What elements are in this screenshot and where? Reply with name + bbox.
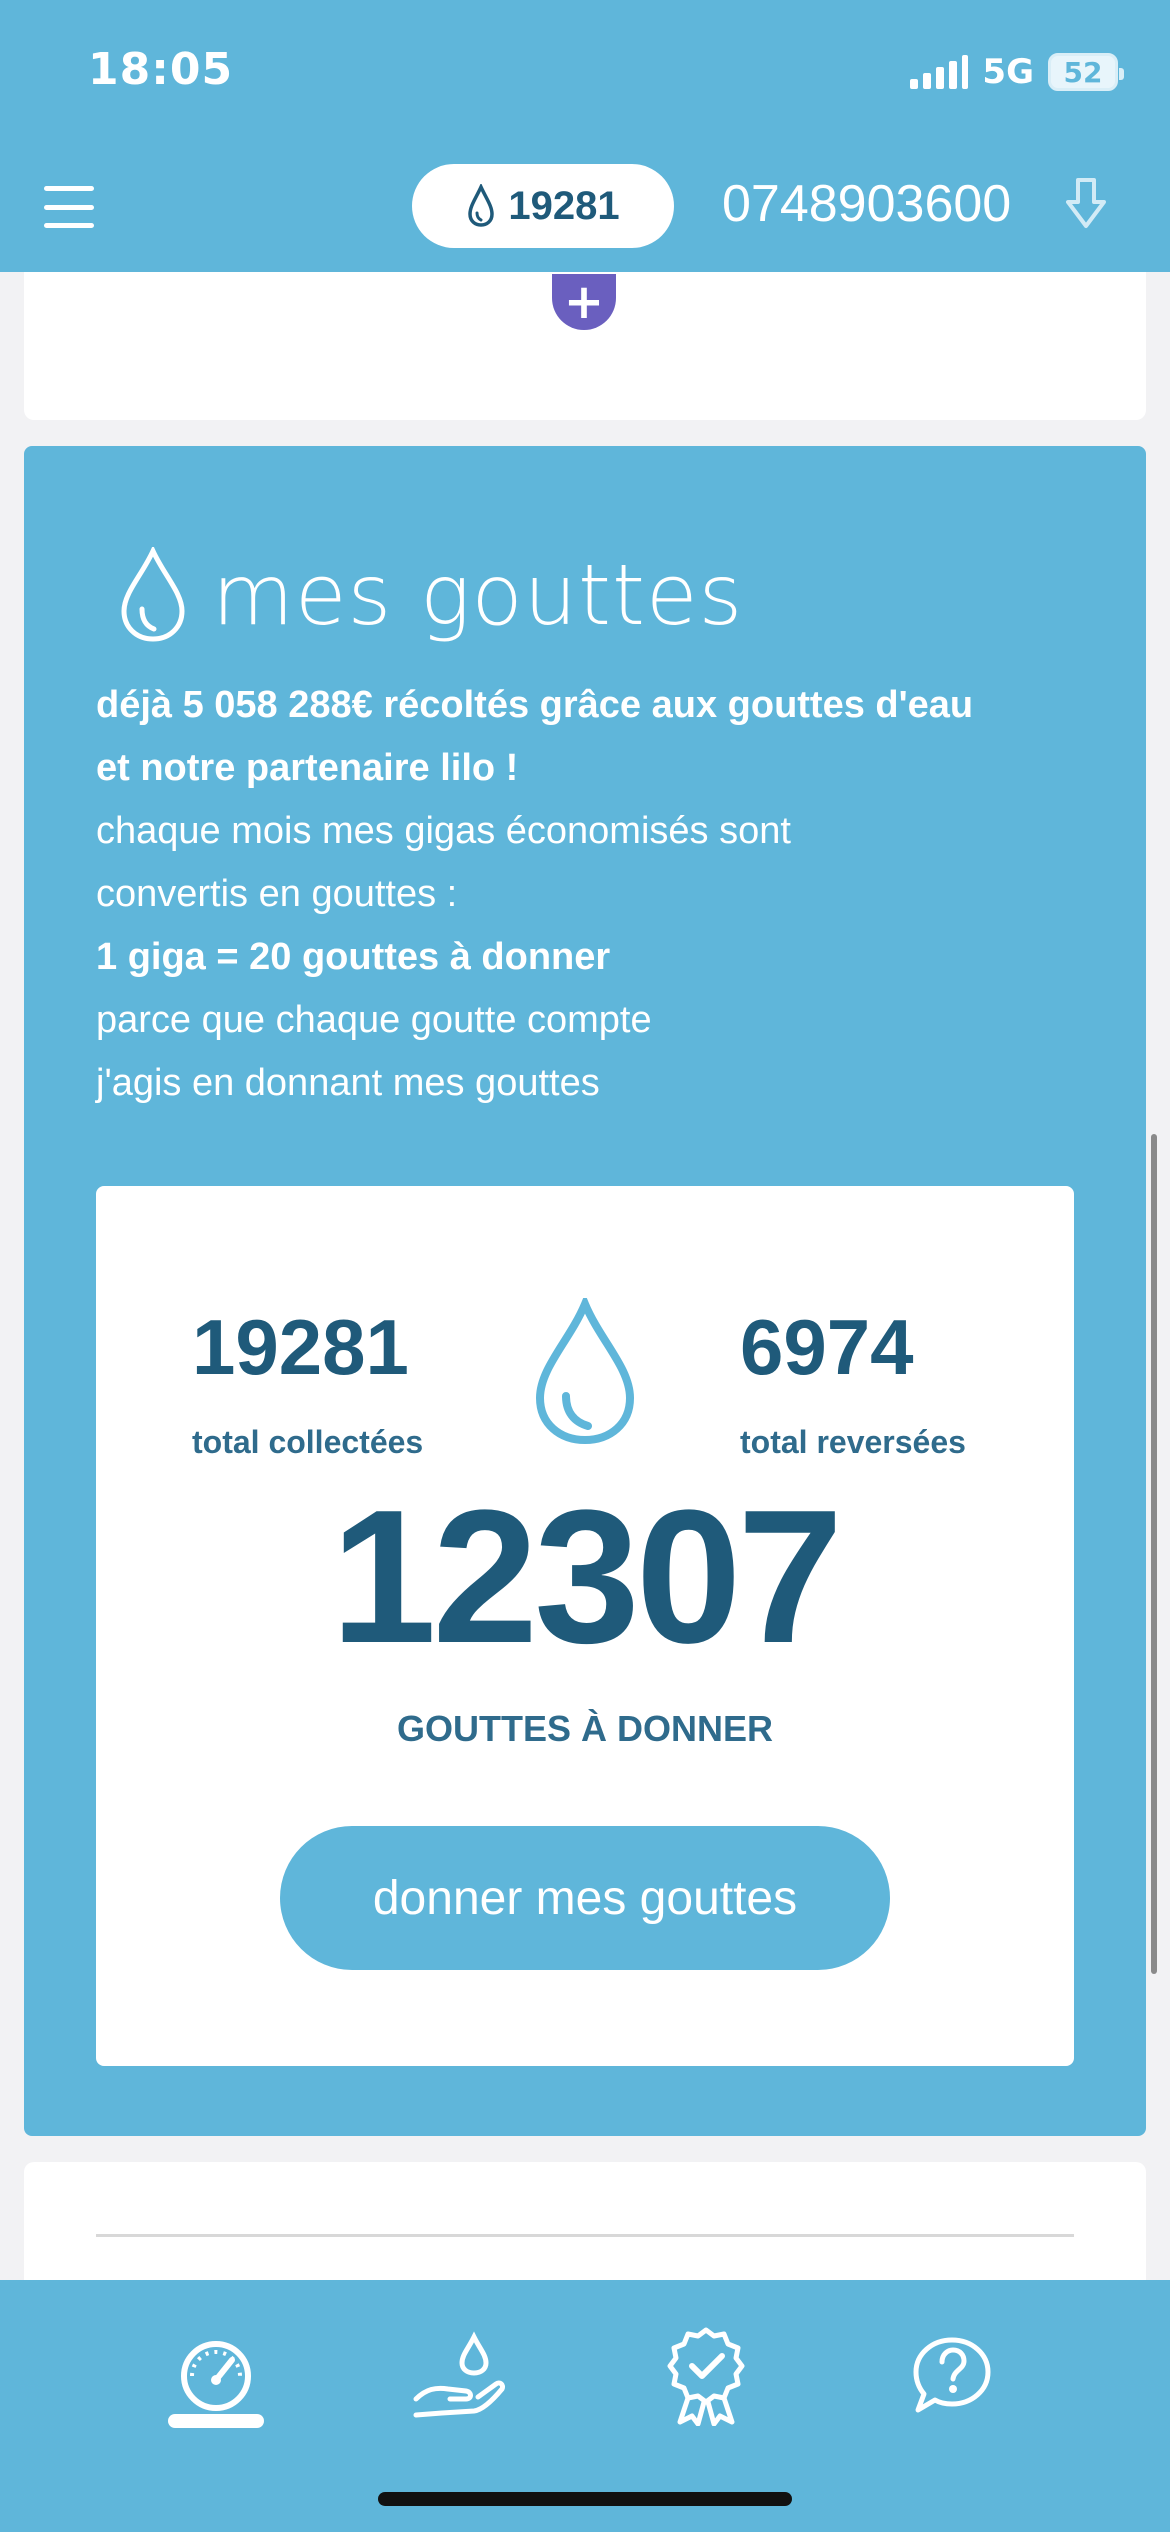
give-drops-button[interactable]: donner mes gouttes [280, 1826, 890, 1970]
status-indicators [910, 52, 1118, 92]
intro-line: parce que chaque goutte compte [96, 999, 652, 1041]
donated-value: 6974 [740, 1303, 914, 1391]
next-card [24, 2162, 1146, 2282]
battery-level: 52 [1063, 55, 1103, 89]
arrow-down-icon[interactable] [1066, 178, 1106, 230]
intro-line: et notre partenaire lilo ! [96, 747, 519, 789]
intro-line: 1 giga = 20 gouttes à donner [96, 936, 611, 978]
hand-drop-icon [412, 2331, 508, 2421]
top-bar [0, 0, 1170, 272]
status-time: 18:05 [88, 44, 234, 95]
drops-to-give-label: GOUTTES À DONNER [396, 1708, 773, 1749]
drops-counter-pill[interactable] [412, 164, 674, 248]
mes-gouttes-card [24, 446, 1146, 2136]
intro-line: convertis en gouttes : [96, 873, 458, 915]
scrollbar[interactable] [1151, 1134, 1157, 1974]
collected-value: 19281 [192, 1303, 409, 1391]
collected-label: total collectées [192, 1424, 424, 1460]
nav-rewards[interactable] [646, 2316, 766, 2436]
dashboard-gauge-icon [176, 2336, 256, 2416]
bottom-nav [0, 2280, 1170, 2532]
section-title [118, 546, 743, 644]
battery-icon [1048, 53, 1118, 91]
drop-outline-icon [118, 547, 188, 643]
water-drop-icon [530, 1298, 640, 1448]
intro-line: déjà 5 058 288€ récoltés grâce aux gouttes d'eau [96, 684, 974, 726]
intro-line: j'agis en donnant mes gouttes [96, 1062, 600, 1104]
section-title-text: mes gouttes [212, 546, 744, 644]
intro-line: chaque mois mes gigas économisés sont [96, 810, 791, 852]
plus-icon[interactable]: + [552, 274, 616, 330]
drops-to-give-value: 12307 [330, 1471, 840, 1683]
drop-icon [466, 184, 496, 228]
network-type: 5G [982, 52, 1034, 92]
intro-text [96, 674, 1096, 1115]
donated-label: total reversées [740, 1424, 966, 1460]
stats-card [96, 1186, 1074, 2066]
nav-help[interactable] [892, 2316, 1012, 2436]
drops-count: 19281 [508, 183, 620, 228]
badge-check-icon [666, 2326, 746, 2426]
signal-icon [910, 55, 968, 89]
menu-icon[interactable] [44, 186, 94, 228]
nav-active-indicator [168, 2414, 264, 2428]
phone-number[interactable]: 0748903600 [722, 175, 1012, 233]
nav-donate[interactable] [400, 2316, 520, 2436]
help-bubble-icon [910, 2334, 994, 2418]
divider [96, 2234, 1074, 2237]
home-indicator[interactable] [378, 2492, 792, 2506]
